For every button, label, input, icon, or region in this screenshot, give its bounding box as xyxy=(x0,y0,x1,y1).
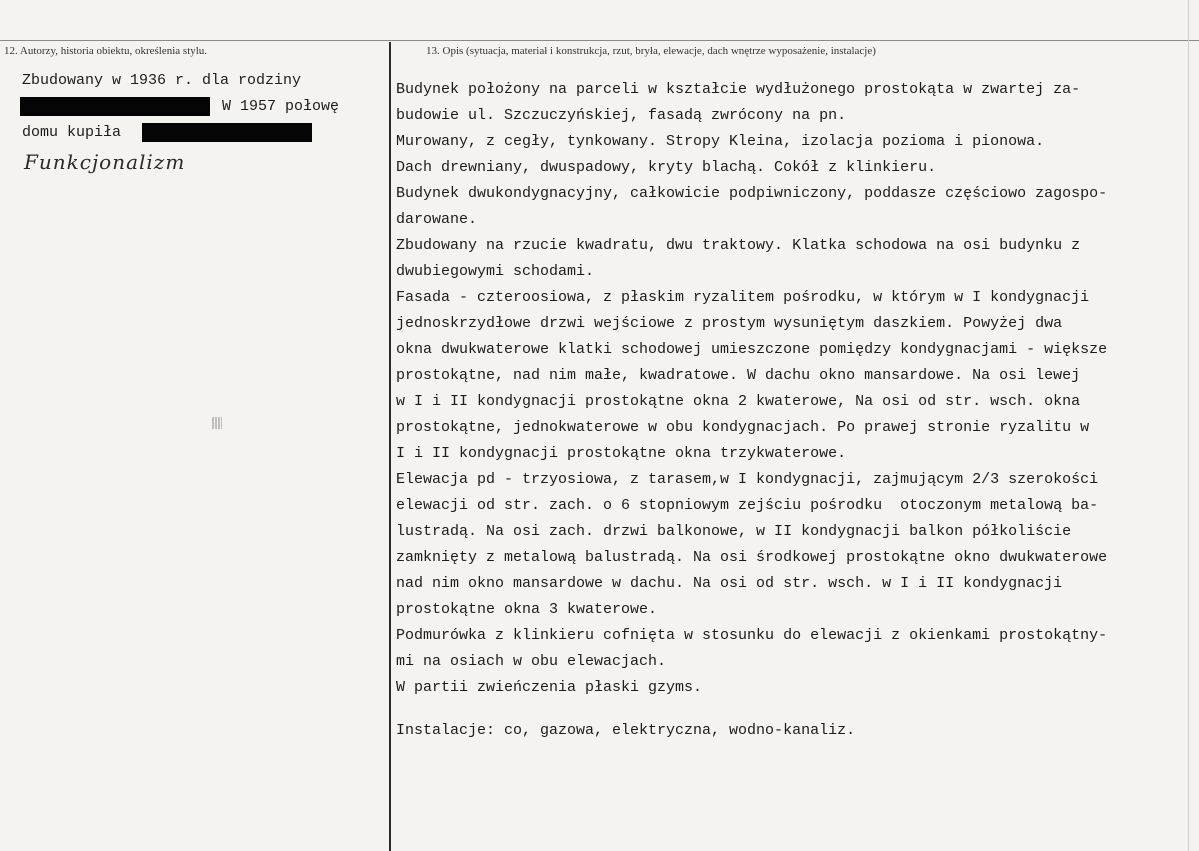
style-handwritten-note: Funkcjonalizm xyxy=(24,150,186,174)
description-section xyxy=(396,77,1196,744)
authors-history-section xyxy=(22,68,382,146)
description-line: Podmurówka z klinkieru cofnięta w stosunku do elewacji z okienkami prostokątny- xyxy=(396,627,1108,644)
description-line: Budynek dwukondygnacyjny, całkowicie podpiwniczony, poddasze częściowo zagospo- xyxy=(396,185,1108,202)
description-line: Fasada - czteroosiowa, z płaskim ryzalitem pośrodku, w którym w I kondygnacji xyxy=(396,289,1090,306)
section-13-header: 13. Opis (sytuacja, materiał i konstrukcja, rzut, bryła, elewacje, dach wnętrze wyposażenie, instalacje) xyxy=(426,45,876,57)
history-text-1: Zbudowany w 1936 r. dla rodziny xyxy=(22,72,302,89)
description-line: jednoskrzydłowe drzwi wejściowe z prostym wysuniętym daszkiem. Powyżej dwa xyxy=(396,315,1063,332)
description-line: prostokątne, jednokwaterowe w obu kondygnacjach. Po prawej stronie ryzalitu w xyxy=(396,419,1090,436)
description-line: elewacji od str. zach. o 6 stopniowym zejściu pośrodku otoczonym metalową ba- xyxy=(396,497,1099,514)
paragraph-gap xyxy=(396,701,1196,718)
paper-smudge xyxy=(212,417,222,429)
description-line: prostokątne, nad nim małe, kwadratowe. W dachu okno mansardowe. Na osi lewej xyxy=(396,367,1081,384)
history-text-2: W 1957 połowę xyxy=(222,98,340,115)
history-line-2 xyxy=(22,94,382,120)
description-line: dwubiegowymi schodami. xyxy=(396,263,595,280)
redaction-bar xyxy=(142,123,312,142)
description-line: Dach drewniany, dwuspadowy, kryty blachą. Cokół z klinkieru. xyxy=(396,159,937,176)
description-line: Zbudowany na rzucie kwadratu, dwu traktowy. Klatka schodowa na osi budynku z xyxy=(396,237,1081,254)
description-line: lustradą. Na osi zach. drzwi balkonowe, w II kondygnacji balkon półkoliście xyxy=(396,523,1072,540)
column-divider xyxy=(389,42,391,851)
description-lines xyxy=(396,77,1196,701)
description-line: zamknięty z metalową balustradą. Na osi środkowej prostokątne okno dwukwaterowe xyxy=(396,549,1108,566)
description-line: budowie ul. Szczuczyńskiej, fasadą zwrócony na pn. xyxy=(396,107,847,124)
description-line: nad nim okno mansardowe w dachu. Na osi od str. wsch. w I i II kondygnacji xyxy=(396,575,1063,592)
history-line-3 xyxy=(22,120,382,146)
history-line-1 xyxy=(22,68,382,94)
history-text-3: domu kupiła xyxy=(22,124,122,141)
description-line: prostokątne okna 3 kwaterowe. xyxy=(396,601,658,618)
installations-line: Instalacje: co, gazowa, elektryczna, wodno-kanaliz. xyxy=(396,722,856,739)
section-12-header: 12. Autorzy, historia obiektu, określenia stylu. xyxy=(4,45,208,57)
redaction-bar xyxy=(20,97,210,116)
description-line: okna dwukwaterowe klatki schodowej umieszczone pomiędzy kondygnacjami - większe xyxy=(396,341,1108,358)
description-line: Murowany, z cegły, tynkowany. Stropy Kleina, izolacja pozioma i pionowa. xyxy=(396,133,1045,150)
description-line: mi na osiach w obu elewacjach. xyxy=(396,653,667,670)
description-line: Budynek położony na parceli w kształcie wydłużonego prostokąta w zwartej za- xyxy=(396,81,1081,98)
description-line: darowane. xyxy=(396,211,478,228)
description-line: Elewacja pd - trzyosiowa, z tarasem,w I kondygnacji, zajmującym 2/3 szerokości xyxy=(396,471,1099,488)
description-line: W partii zwieńczenia płaski gzyms. xyxy=(396,679,703,696)
description-line: w I i II kondygnacji prostokątne okna 2 kwaterowe, Na osi od str. wsch. okna xyxy=(396,393,1081,410)
top-rule xyxy=(0,40,1199,41)
description-line: I i II kondygnacji prostokątne okna trzykwaterowe. xyxy=(396,445,847,462)
